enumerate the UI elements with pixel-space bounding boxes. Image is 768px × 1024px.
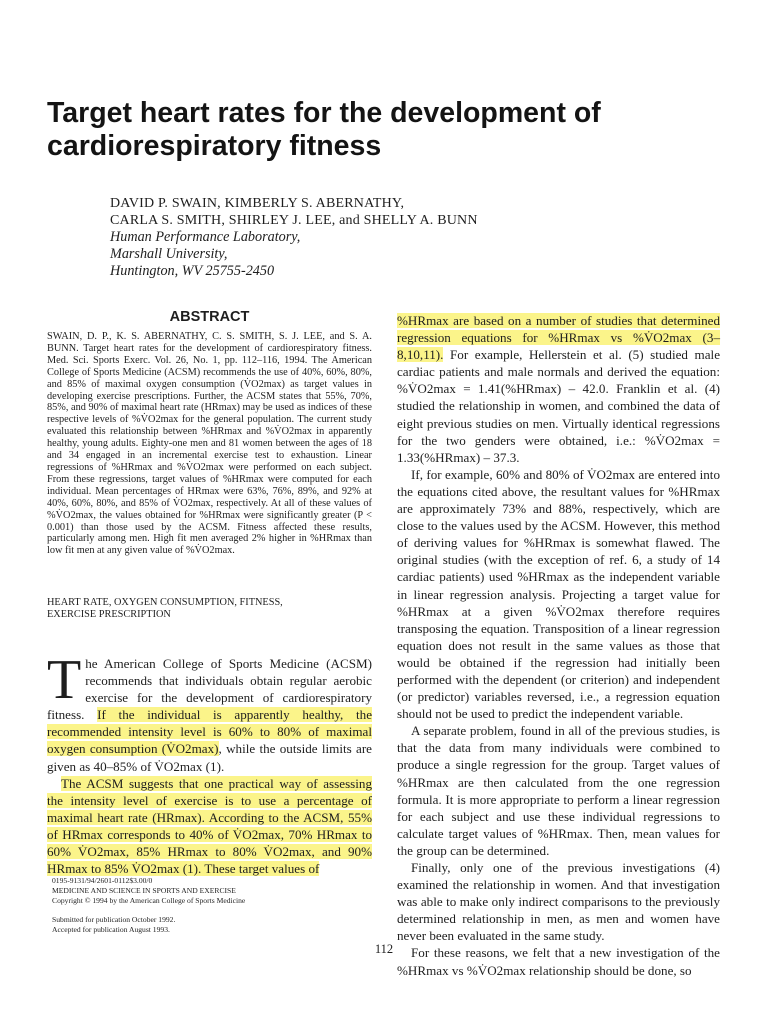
body-text: For example, Hellerstein et al. (5) studied male cardiac patients and male normals and derived the equation: %V̇O2max = 1.41(%HRmax) – 42.0. Franklin et al. (4) studied the relationship in women, and combined the data of eight previous studies on men. Virtually identical regressions for the two genders were obtained, i.e.: %V̇O2max = 1.33(%HRmax) – 37.3. (397, 347, 720, 465)
body-paragraph: Finally, only one of the previous investigations (4) examined the relationship in women. And that investigation was able to make only indirect comparisons to the previously determined relationship in men, as men and women have never been evaluated in the same study. (397, 860, 720, 944)
abstract-heading: ABSTRACT (169, 309, 250, 325)
highlighted-text: If the individual is apparently healthy, the recommended intensity level is 60% to 80% of maximal oxygen consumption (V̇O2max) (47, 707, 373, 757)
paper-title: Target heart rates for the development of cardiorespiratory fitness (47, 97, 601, 162)
keywords (47, 597, 372, 621)
footnote (52, 876, 372, 935)
abstract-text: SWAIN, D. P., K. S. ABERNATHY, C. S. SMITH, S. J. LEE, and S. A. BUNN. Target heart rates for the development of cardiorespiratory fitness. Med. Sci. Sports Exerc. Vol. 26, No. 1, pp. 112–116, 1994. The American College of Sports Medicine (ACSM) recommends the use of 40%, 60%, 80%, and 85% of maximal oxygen consumption (V̇O2max) as target values in developing exercise prescriptions. Further, the ACSM states that 55%, 70%, 85%, and 90% of maximal heart rate (HRmax) may be used as indices of these respective levels of %V̇O2max for the general population. The current study evaluated this relationship between %HRmax and %V̇O2max in apparently healthy, young adults. Eighty-one men and 81 women between the ages of 18 and 34 engaged in an incremental exercise test to exhaustion. Linear regressions of %HRmax and %V̇O2max were performed on each subject. From these regressions, target values of %HRmax were computed for each individual. Mean percentages of HRmax were 63%, 76%, 89%, and 92% at 40%, 60%, 80%, and 85% of V̇O2max, respectively. At all of these values of %V̇O2max, the values obtained for %HRmax were significantly greater (P < 0.001) than those used by the ACSM. Fitness affected these results, particularly among men. High fit men averaged 2% higher in %HRmax than low fit men at any given value of %V̇O2max. (47, 331, 372, 557)
affiliation-line: Human Performance Laboratory, (110, 229, 301, 245)
body-paragraph: For these reasons, we felt that a new investigation of the %HRmax vs %V̇O2max relationship should be done, so (397, 945, 720, 978)
body-text: , while the outside limits are given as 40–85% of V̇O2max (1). (47, 741, 372, 774)
author-list (110, 195, 670, 229)
highlighted-text: %HRmax are based on a number of studies that determined regression equations for %HRmax vs %V̇O2max (3–8,10,11). (397, 313, 720, 363)
footnote-line: 0195-9131/94/2601-0112$3.00/0 (52, 876, 153, 885)
body-column-left (47, 649, 373, 877)
author-line: CARLA S. SMITH, SHIRLEY J. LEE, and SHELLY A. BUNN (110, 213, 478, 228)
body-paragraph (397, 312, 720, 466)
keywords-line: HEART RATE, OXYGEN CONSUMPTION, FITNESS, (47, 597, 283, 608)
footnote-line: Submitted for publication October 1992. (52, 915, 176, 924)
drop-cap: T (47, 649, 82, 711)
highlighted-text: The ACSM suggests that one practical way of assessing the intensity level of exercise is to use a percentage of maximal heart rate (HRmax). According to the ACSM, 55% of HRmax corresponds to 40% of V̇O2max, 70% HRmax to 60% V̇O2max, 85% HRmax to 80% V̇O2max, and 90% HRmax to 85% V̇O2max (1). These target values of (47, 775, 372, 877)
page-number: 112 (374, 942, 394, 956)
keywords-line: EXERCISE PRESCRIPTION (47, 609, 171, 620)
body-paragraph (47, 775, 372, 878)
affiliation-line: Marshall University, (110, 246, 228, 262)
body-text: he American College of Sports Medicine (ACSM) recommends that individuals obtain regular aerobic exercise for the development of cardiorespiratory fitness. (47, 656, 372, 723)
footnote-line: Copyright © 1994 by the American College of Sports Medicine (52, 896, 246, 905)
body-column-right (397, 312, 720, 979)
body-paragraph: If, for example, 60% and 80% of V̇O2max are entered into the equations cited above, the resultant values for %HRmax are approximately 73% and 88%, respectively, which are close to the values used by the ACSM. However, this method of deriving values for %HRmax is somewhat flawed. The original studies (with the exception of ref. 6, a study of 14 cardiac patients) used %HRmax as the independent variable in linear regression analysis. Projecting a target value for %HRmax at a given %V̇O2max therefore requires transposing the equation. Transposition of a linear regression equation does not result in the same values as those that would be obtained if the regression had initially been performed with the dependent (or criterion) and independent (or predictor) variables reversed, i.e., a regression equation should not be used to predict the independent variable. (397, 466, 720, 722)
body-paragraph (47, 649, 373, 775)
body-paragraph: A separate problem, found in all of the previous studies, is that the data from many individuals were combined to produce a single regression for the group. Target values of %HRmax are then calculated from the one regression formula. It is more appropriate to perform a linear regression for each subject and use these individual regressions to calculate target values of %HRmax. Then, mean values for the group can be determined. (397, 723, 720, 858)
footnote-line: MEDICINE AND SCIENCE IN SPORTS AND EXERCISE (52, 886, 236, 895)
author-line: DAVID P. SWAIN, KIMBERLY S. ABERNATHY, (110, 196, 405, 211)
footnote-line: Accepted for publication August 1993. (52, 925, 170, 934)
affiliation-line: Huntington, WV 25755-2450 (110, 263, 275, 279)
affiliation (110, 229, 530, 280)
